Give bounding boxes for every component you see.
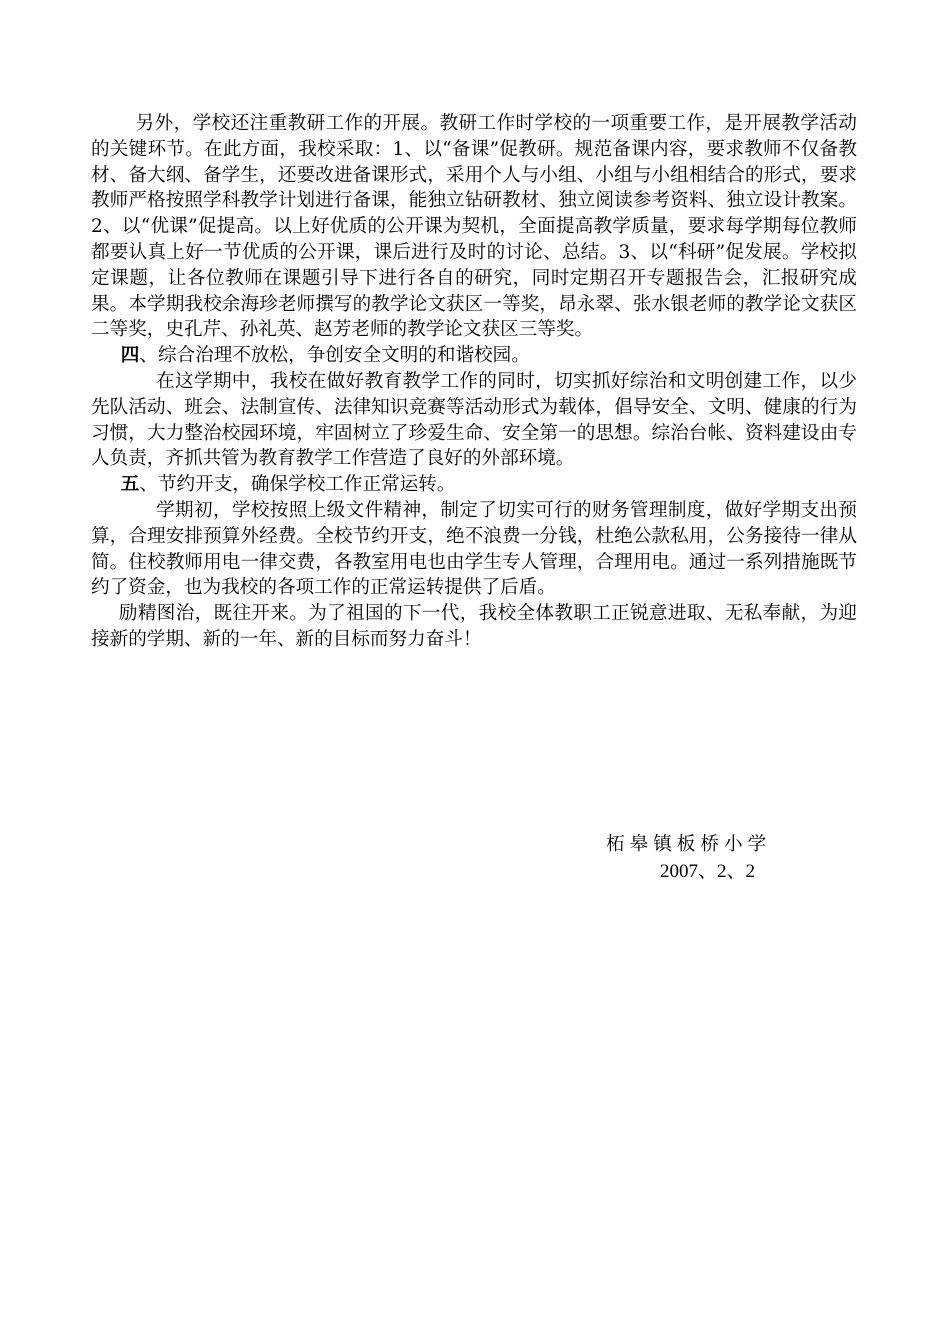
document-body: [91, 111, 857, 653]
paragraph-closing: 励精图治，既往开来。为了祖国的下一代，我校全体教职工正锐意进取、无私奉献，为迎接新的学期、新的一年、新的目标而努力奋斗！: [91, 603, 857, 650]
section-title-4: 、综合治理不放松，争创安全文明的和谐校园。: [139, 345, 530, 367]
signature-date: 2007、2、2: [660, 861, 756, 882]
section-number-5: 五: [120, 474, 140, 496]
paragraph-budget: 学期初，学校按照上级文件精神，制定了切实可行的财务管理制度，做好学期支出预算，合理安排预算外经费。全校节约开支，绝不浪费一分钱，杜绝公款私用，公务接待一律从简。住校教师用电一律交费，各教室用电也由学生专人管理，合理用电。通过一系列措施既节约了资金，也为我校的各项工作的正常运转提供了后盾。: [91, 499, 857, 599]
paragraph-safety: 在这学期中，我校在做好教育教学工作的同时，切实抓好综治和文明创建工作，以少先队活动、班会、法制宣传、法律知识竞赛等活动形式为载体，倡导安全、文明、健康的行为习惯，大力整治校园环境，牢固树立了珍爱生命、安全第一的思想。综治台帐、资料建设由专人负责，齐抓共管为教育教学工作营造了良好的外部环境。: [91, 370, 857, 470]
signature-block: [606, 831, 866, 885]
section-title-5: 、节约开支，确保学校工作正常运转。: [139, 474, 456, 496]
paragraph-research: 另外，学校还注重教研工作的开展。教研工作时学校的一项重要工作，是开展教学活动的关键环节。在此方面，我校采取：1、以“备课”促教研。规范备课内容，要求教师不仅备教材、备大纲、备学生，还要改进备课形式，采用个人与小组、小组与小组相结合的形式，要求教师严格按照学科教学计划进行备课，能独立钻研教材、独立阅读参考资料、独立设计教案。2、以“优课”促提高。以上好优质的公开课为契机，全面提高教学质量，要求每学期每位教师都要认真上好一节优质的公开课，课后进行及时的讨论、总结。3、以“科研”促发展。学校拟定课题，让各位教师在课题引导下进行各自的研究，同时定期召开专题报告会，汇报研究成果。本学期我校余海珍老师撰写的教学论文获区一等奖，昂永翠、张水银老师的教学论文获区二等奖，史孔芹、孙礼英、赵芳老师的教学论文获区三等奖。: [91, 113, 857, 341]
section-number-4: 四: [120, 345, 140, 367]
section-heading-4: [91, 343, 857, 369]
section-heading-5: [91, 472, 857, 498]
school-name: 柘皋镇板桥小学: [606, 834, 772, 855]
